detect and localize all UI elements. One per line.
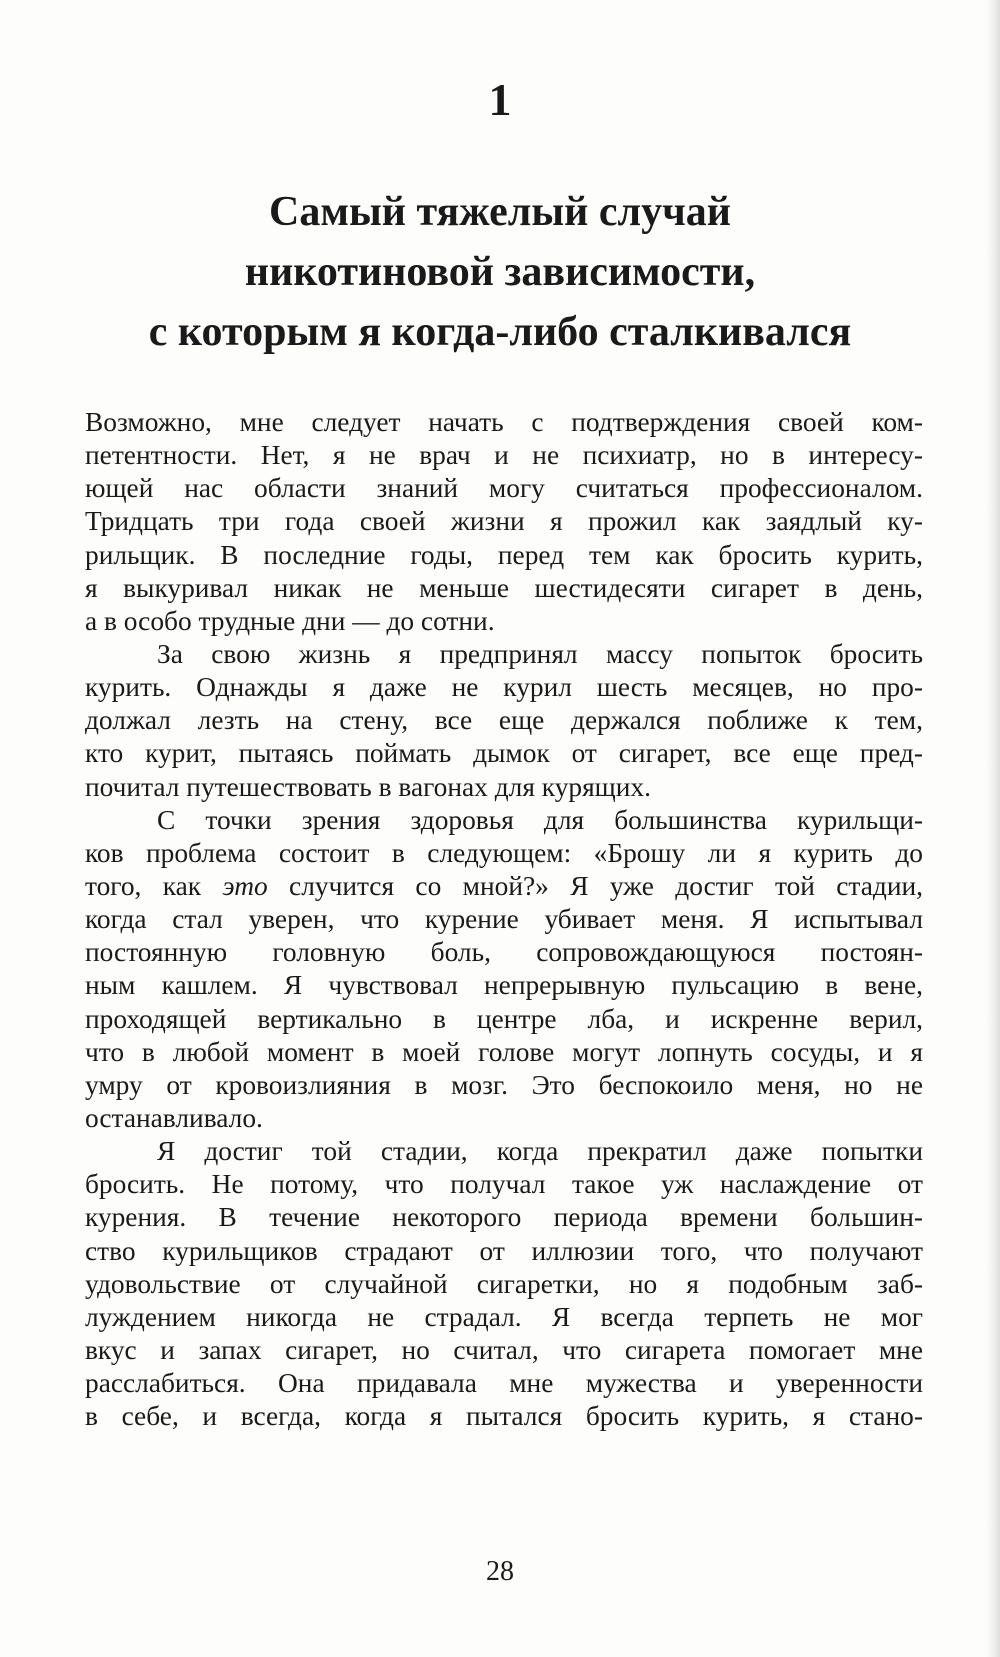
text-line: в себе, и всегда, когда я пытался бросить курить, я стано- bbox=[85, 1401, 923, 1432]
text-line: За свою жизнь я предпринял массу попыток бросить bbox=[157, 638, 923, 669]
text-line: рильщик. В последние годы, перед тем как бросить курить, bbox=[85, 539, 923, 570]
text-line: останавливало. bbox=[85, 1102, 263, 1133]
page-number: 28 bbox=[486, 1556, 514, 1587]
body-text bbox=[85, 406, 923, 1433]
chapter-number: 1 bbox=[488, 74, 512, 125]
text-line: С точки зрения здоровья для большинства курильщи- bbox=[157, 804, 923, 835]
text-line: умру от кровоизлияния в мозг. Это беспокоило меня, но не bbox=[85, 1069, 923, 1100]
text-line: Я достиг той стадии, когда прекратил даже попытки bbox=[157, 1136, 923, 1167]
text-line: расслабиться. Она придавала мне мужества и уверенности bbox=[85, 1368, 923, 1399]
text-line: ство курильщиков страдают от иллюзии того, что получают bbox=[85, 1235, 923, 1266]
text-line: курения. В течение некоторого периода времени большин- bbox=[85, 1202, 923, 1233]
text-line: Возможно, мне следует начать с подтверждения своей ком- bbox=[85, 407, 923, 437]
text-line: кто курит, пытаясь поймать дымок от сигарет, все еще пред- bbox=[85, 738, 923, 769]
text-line: бросить. Не потому, что получал такое уж наслаждение от bbox=[85, 1169, 923, 1200]
text-line: курить. Однажды я даже не курил шесть месяцев, но про- bbox=[85, 672, 923, 703]
chapter-title-line: никотиновой зависимости, bbox=[244, 249, 756, 295]
text-line: петентности. Нет, я не врач и не психиатр, но в интересу- bbox=[85, 440, 923, 471]
text-line: удовольствие от случайной сигаретки, но я подобным заб- bbox=[85, 1268, 923, 1299]
text-line: ков проблема состоит в следующем: «Брошу ли я курить до bbox=[85, 837, 923, 868]
chapter-title bbox=[70, 182, 930, 362]
text-line: когда стал уверен, что курение убивает меня. Я испытывал bbox=[85, 904, 923, 935]
text-line: проходящей вертикально в центре лба, и искренне верил, bbox=[85, 1003, 923, 1034]
text-line: ным кашлем. Я чувствовал непрерывную пульсацию в вене, bbox=[85, 970, 923, 1001]
text-line: вкус и запах сигарет, но считал, что сигарета помогает мне bbox=[85, 1334, 923, 1365]
text-line: почитал путешествовать в вагонах для курящих. bbox=[85, 771, 651, 802]
text-line-with-italic: того, как это случится со мной?» Я уже достиг той стадии, bbox=[85, 870, 923, 901]
text-line: ющей нас области знаний могу считаться профессионалом. bbox=[85, 473, 923, 504]
chapter-title-line: Самый тяжелый случай bbox=[269, 189, 731, 235]
text-line: а в особо трудные дни — до сотни. bbox=[85, 605, 495, 636]
text-line: что в любой момент в моей голове могут лопнуть сосуды, и я bbox=[85, 1036, 923, 1067]
text-line: я выкуривал никак не меньше шестидесяти сигарет в день, bbox=[85, 572, 923, 603]
italic-word: это bbox=[222, 870, 268, 901]
text-line: Тридцать три года своей жизни я прожил как заядлый ку- bbox=[85, 506, 923, 537]
text-line: постоянную головную боль, сопровождающуюся постоян- bbox=[85, 937, 923, 968]
chapter-title-line: с которым я когда-либо сталкивался bbox=[148, 309, 852, 355]
text-line: должал лезть на стену, все еще держался поближе к тем, bbox=[85, 705, 923, 736]
text-line: луждением никогда не страдал. Я всегда терпеть не мог bbox=[85, 1301, 923, 1332]
page-edge-shadow bbox=[986, 0, 1000, 1657]
